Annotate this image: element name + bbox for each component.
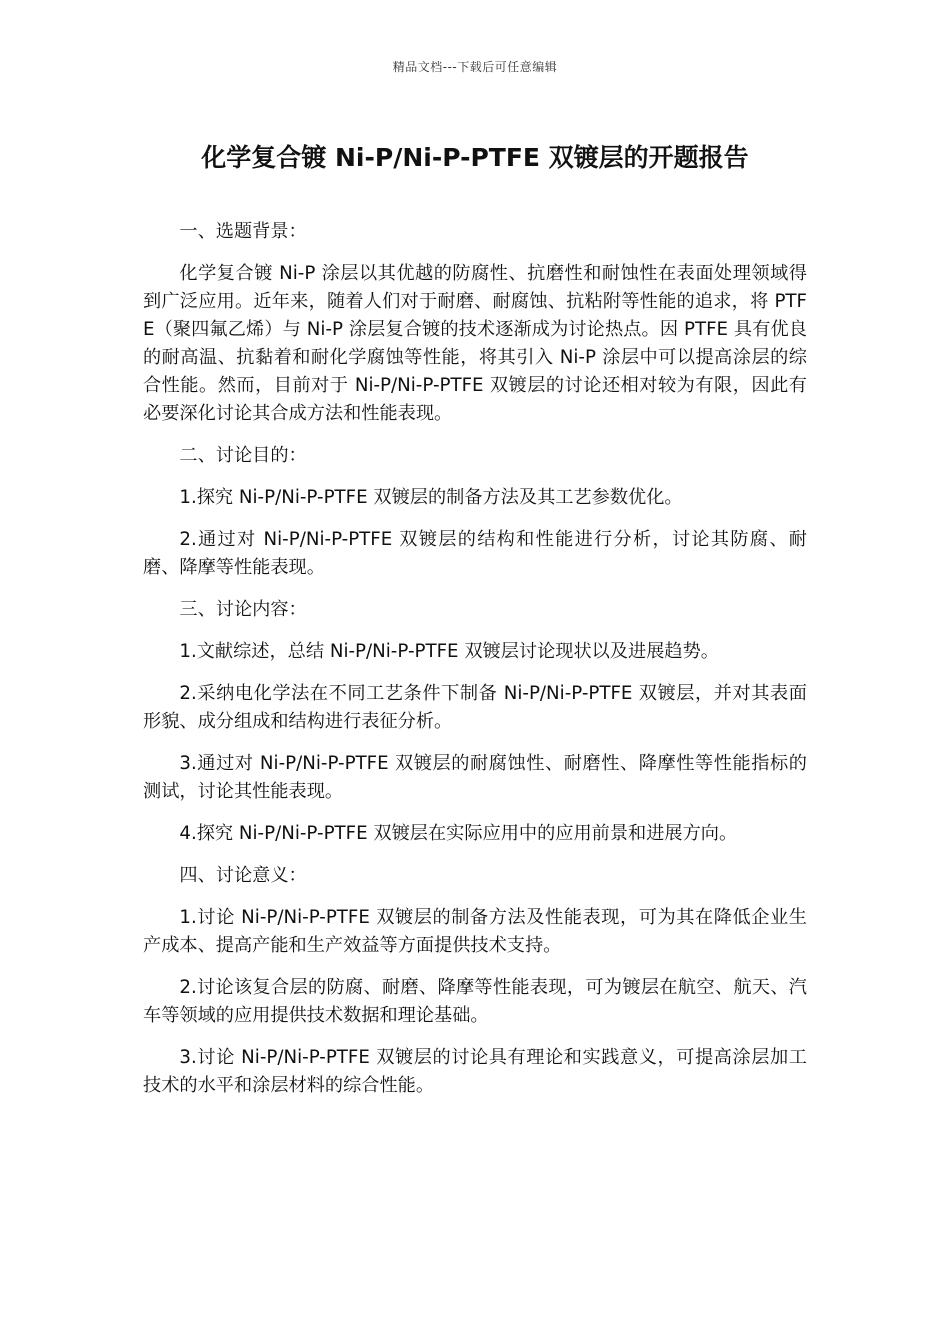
- content-item-4: 4.探究 Ni-P/Ni-P-PTFE 双镀层在实际应用中的应用前景和进展方向。: [179, 823, 738, 844]
- document-title: 化学复合镀 Ni-P/Ni-P-PTFE 双镀层的开题报告: [201, 143, 749, 172]
- significance-item-3: 3.讨论 Ni-P/Ni-P-PTFE 双镀层的讨论具有理论和实践意义，可提高涂层加工技术的水平和涂层材料的综合性能。: [143, 1047, 807, 1096]
- document-body: [143, 218, 807, 1114]
- purpose-item-2: 2.通过对 Ni-P/Ni-P-PTFE 双镀层的结构和性能进行分析，讨论其防腐、耐磨、降摩等性能表现。: [143, 529, 807, 578]
- paragraph-background: 化学复合镀 Ni-P 涂层以其优越的防腐性、抗磨性和耐蚀性在表面处理领域得到广泛应用。近年来，随着人们对于耐磨、耐腐蚀、抗粘附等性能的追求，将 PTFE（聚四氟乙烯）与 Ni-P 涂层复合镀的技术逐渐成为讨论热点。因 PTFE 具有优良的耐高温、抗黏着和耐化学腐蚀等性能，将其引入 Ni-P 涂层中可以提高涂层的综合性能。然而，目前对于 Ni-P/Ni-P-PTFE 双镀层的讨论还相对较为有限，因此有必要深化讨论其合成方法和性能表现。: [143, 263, 807, 424]
- content-item-3: 3.通过对 Ni-P/Ni-P-PTFE 双镀层的耐腐蚀性、耐磨性、降摩性等性能指标的测试，讨论其性能表现。: [143, 753, 807, 802]
- content-item-2: 2.采纳电化学法在不同工艺条件下制备 Ni-P/Ni-P-PTFE 双镀层，并对其表面形貌、成分组成和结构进行表征分析。: [143, 683, 807, 732]
- significance-item-1: 1.讨论 Ni-P/Ni-P-PTFE 双镀层的制备方法及性能表现，可为其在降低企业生产成本、提高产能和生产效益等方面提供技术支持。: [143, 907, 807, 956]
- content-item-1: 1.文献综述，总结 Ni-P/Ni-P-PTFE 双镀层讨论现状以及进展趋势。: [179, 641, 719, 662]
- significance-item-2: 2.讨论该复合层的防腐、耐磨、降摩等性能表现，可为镀层在航空、航天、汽车等领域的应用提供技术数据和理论基础。: [143, 977, 807, 1026]
- section-heading-purpose: 二、讨论目的：: [179, 445, 307, 466]
- purpose-item-1: 1.探究 Ni-P/Ni-P-PTFE 双镀层的制备方法及其工艺参数优化。: [179, 487, 683, 508]
- section-heading-significance: 四、讨论意义：: [179, 865, 307, 886]
- section-heading-content: 三、讨论内容：: [179, 599, 307, 620]
- section-heading-background: 一、选题背景：: [179, 221, 307, 242]
- header-note: 精品文档---下载后可任意编辑: [392, 60, 558, 74]
